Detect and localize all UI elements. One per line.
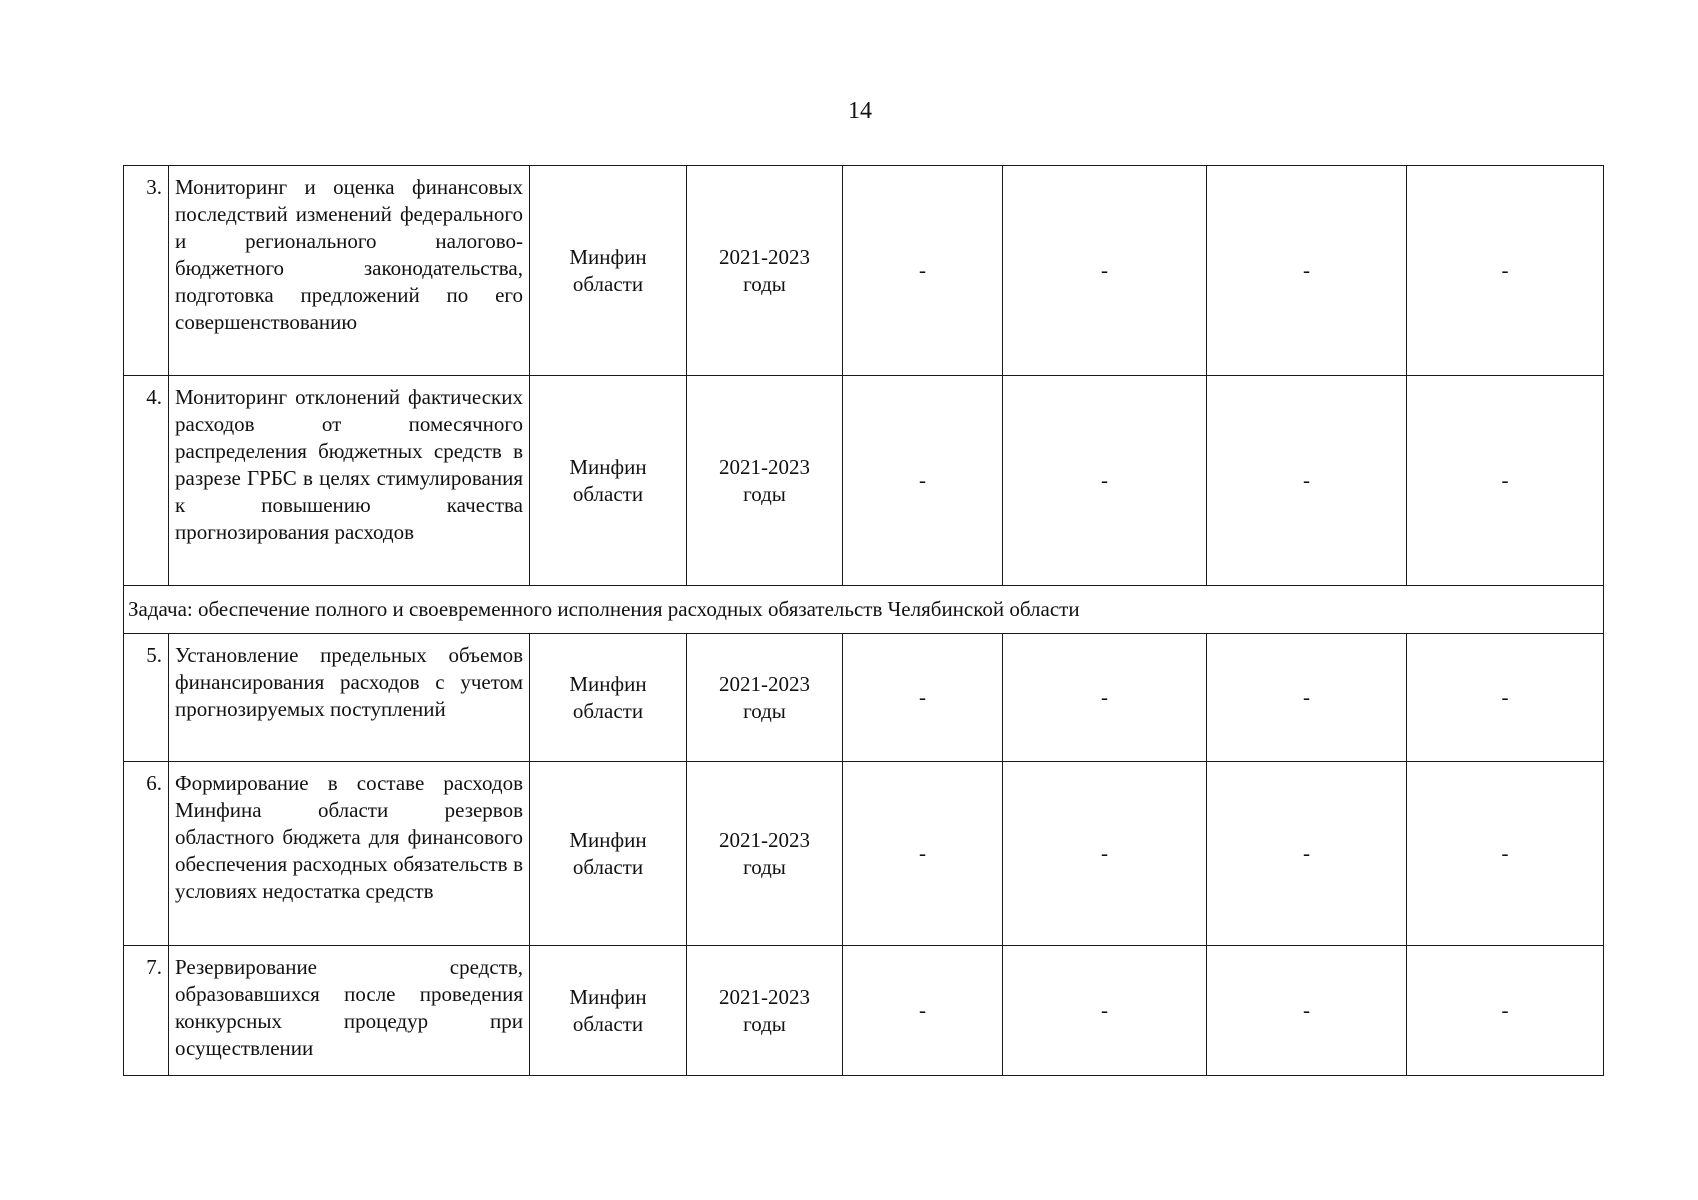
measure-name: Установление предельных объемов финансирования расходов с учетом прогнозируемых поступлений bbox=[169, 634, 530, 762]
executor-line-2: области bbox=[572, 698, 644, 723]
value-cell: - bbox=[1207, 166, 1407, 376]
value-cell: - bbox=[843, 376, 1003, 586]
measure-name: Формирование в составе расходов Минфина области резервов областного бюджета для финансового обеспечения расходных обязательств в условиях недостатка средств bbox=[169, 762, 530, 946]
value-cell: - bbox=[843, 634, 1003, 762]
value-cell: - bbox=[1407, 946, 1604, 1076]
measure-name: Мониторинг отклонений фактических расходов от помесячного распределения бюджетных средств в разрезе ГРБС в целях стимулирования к повышению качества прогнозирования расходов bbox=[169, 376, 530, 586]
period-line-2: годы bbox=[743, 854, 786, 879]
period-cell bbox=[687, 946, 843, 1076]
period-line-1: 2021-2023 bbox=[719, 827, 810, 852]
row-number: 4. bbox=[124, 376, 169, 586]
period-line-1: 2021-2023 bbox=[719, 671, 810, 696]
executor-line-2: области bbox=[572, 481, 644, 506]
period-line-1: 2021-2023 bbox=[719, 984, 810, 1009]
executor-line-2: области bbox=[572, 1011, 644, 1036]
executor-cell bbox=[530, 376, 687, 586]
measure-name: Резервирование средств, образовавшихся после проведения конкурсных процедур при осуществлении bbox=[169, 946, 530, 1076]
row-number: 5. bbox=[124, 634, 169, 762]
task-heading: Задача: обеспечение полного и своевременного исполнения расходных обязательств Челябинской области bbox=[124, 586, 1604, 634]
value-cell: - bbox=[1003, 634, 1207, 762]
period-cell bbox=[687, 166, 843, 376]
executor-line-1: Минфин bbox=[569, 454, 647, 479]
period-line-2: годы bbox=[743, 481, 786, 506]
executor-line-1: Минфин bbox=[569, 244, 647, 269]
value-cell: - bbox=[1207, 376, 1407, 586]
executor-line-1: Минфин bbox=[569, 984, 647, 1009]
value-cell: - bbox=[1003, 762, 1207, 946]
value-cell: - bbox=[1003, 376, 1207, 586]
executor-line-1: Минфин bbox=[569, 827, 647, 852]
executor-cell bbox=[530, 762, 687, 946]
period-line-2: годы bbox=[743, 271, 786, 296]
executor-line-2: области bbox=[572, 271, 644, 296]
task-row bbox=[124, 586, 1604, 634]
value-cell: - bbox=[1207, 762, 1407, 946]
table-row bbox=[124, 762, 1604, 946]
executor-cell bbox=[530, 634, 687, 762]
measures-table bbox=[123, 165, 1604, 1076]
table-row bbox=[124, 946, 1604, 1076]
table-row bbox=[124, 166, 1604, 376]
period-cell bbox=[687, 634, 843, 762]
period-cell bbox=[687, 762, 843, 946]
table-row bbox=[124, 634, 1604, 762]
measure-name: Мониторинг и оценка финансовых последствий изменений федерального и регионального налогово-бюджетного законодательства, подготовка предложений по его совершенствованию bbox=[169, 166, 530, 376]
value-cell: - bbox=[1003, 166, 1207, 376]
executor-cell bbox=[530, 946, 687, 1076]
period-line-1: 2021-2023 bbox=[719, 454, 810, 479]
row-number: 6. bbox=[124, 762, 169, 946]
value-cell: - bbox=[1003, 946, 1207, 1076]
table-row bbox=[124, 376, 1604, 586]
row-number: 7. bbox=[124, 946, 169, 1076]
value-cell: - bbox=[1407, 634, 1604, 762]
value-cell: - bbox=[843, 762, 1003, 946]
page-number: 14 bbox=[848, 98, 872, 124]
value-cell: - bbox=[843, 166, 1003, 376]
period-line-2: годы bbox=[743, 1011, 786, 1036]
executor-line-2: области bbox=[572, 854, 644, 879]
value-cell: - bbox=[1407, 376, 1604, 586]
executor-line-1: Минфин bbox=[569, 671, 647, 696]
value-cell: - bbox=[843, 946, 1003, 1076]
executor-cell bbox=[530, 166, 687, 376]
value-cell: - bbox=[1407, 762, 1604, 946]
row-number: 3. bbox=[124, 166, 169, 376]
value-cell: - bbox=[1207, 946, 1407, 1076]
period-line-2: годы bbox=[743, 698, 786, 723]
value-cell: - bbox=[1407, 166, 1604, 376]
value-cell: - bbox=[1207, 634, 1407, 762]
period-cell bbox=[687, 376, 843, 586]
period-line-1: 2021-2023 bbox=[719, 244, 810, 269]
